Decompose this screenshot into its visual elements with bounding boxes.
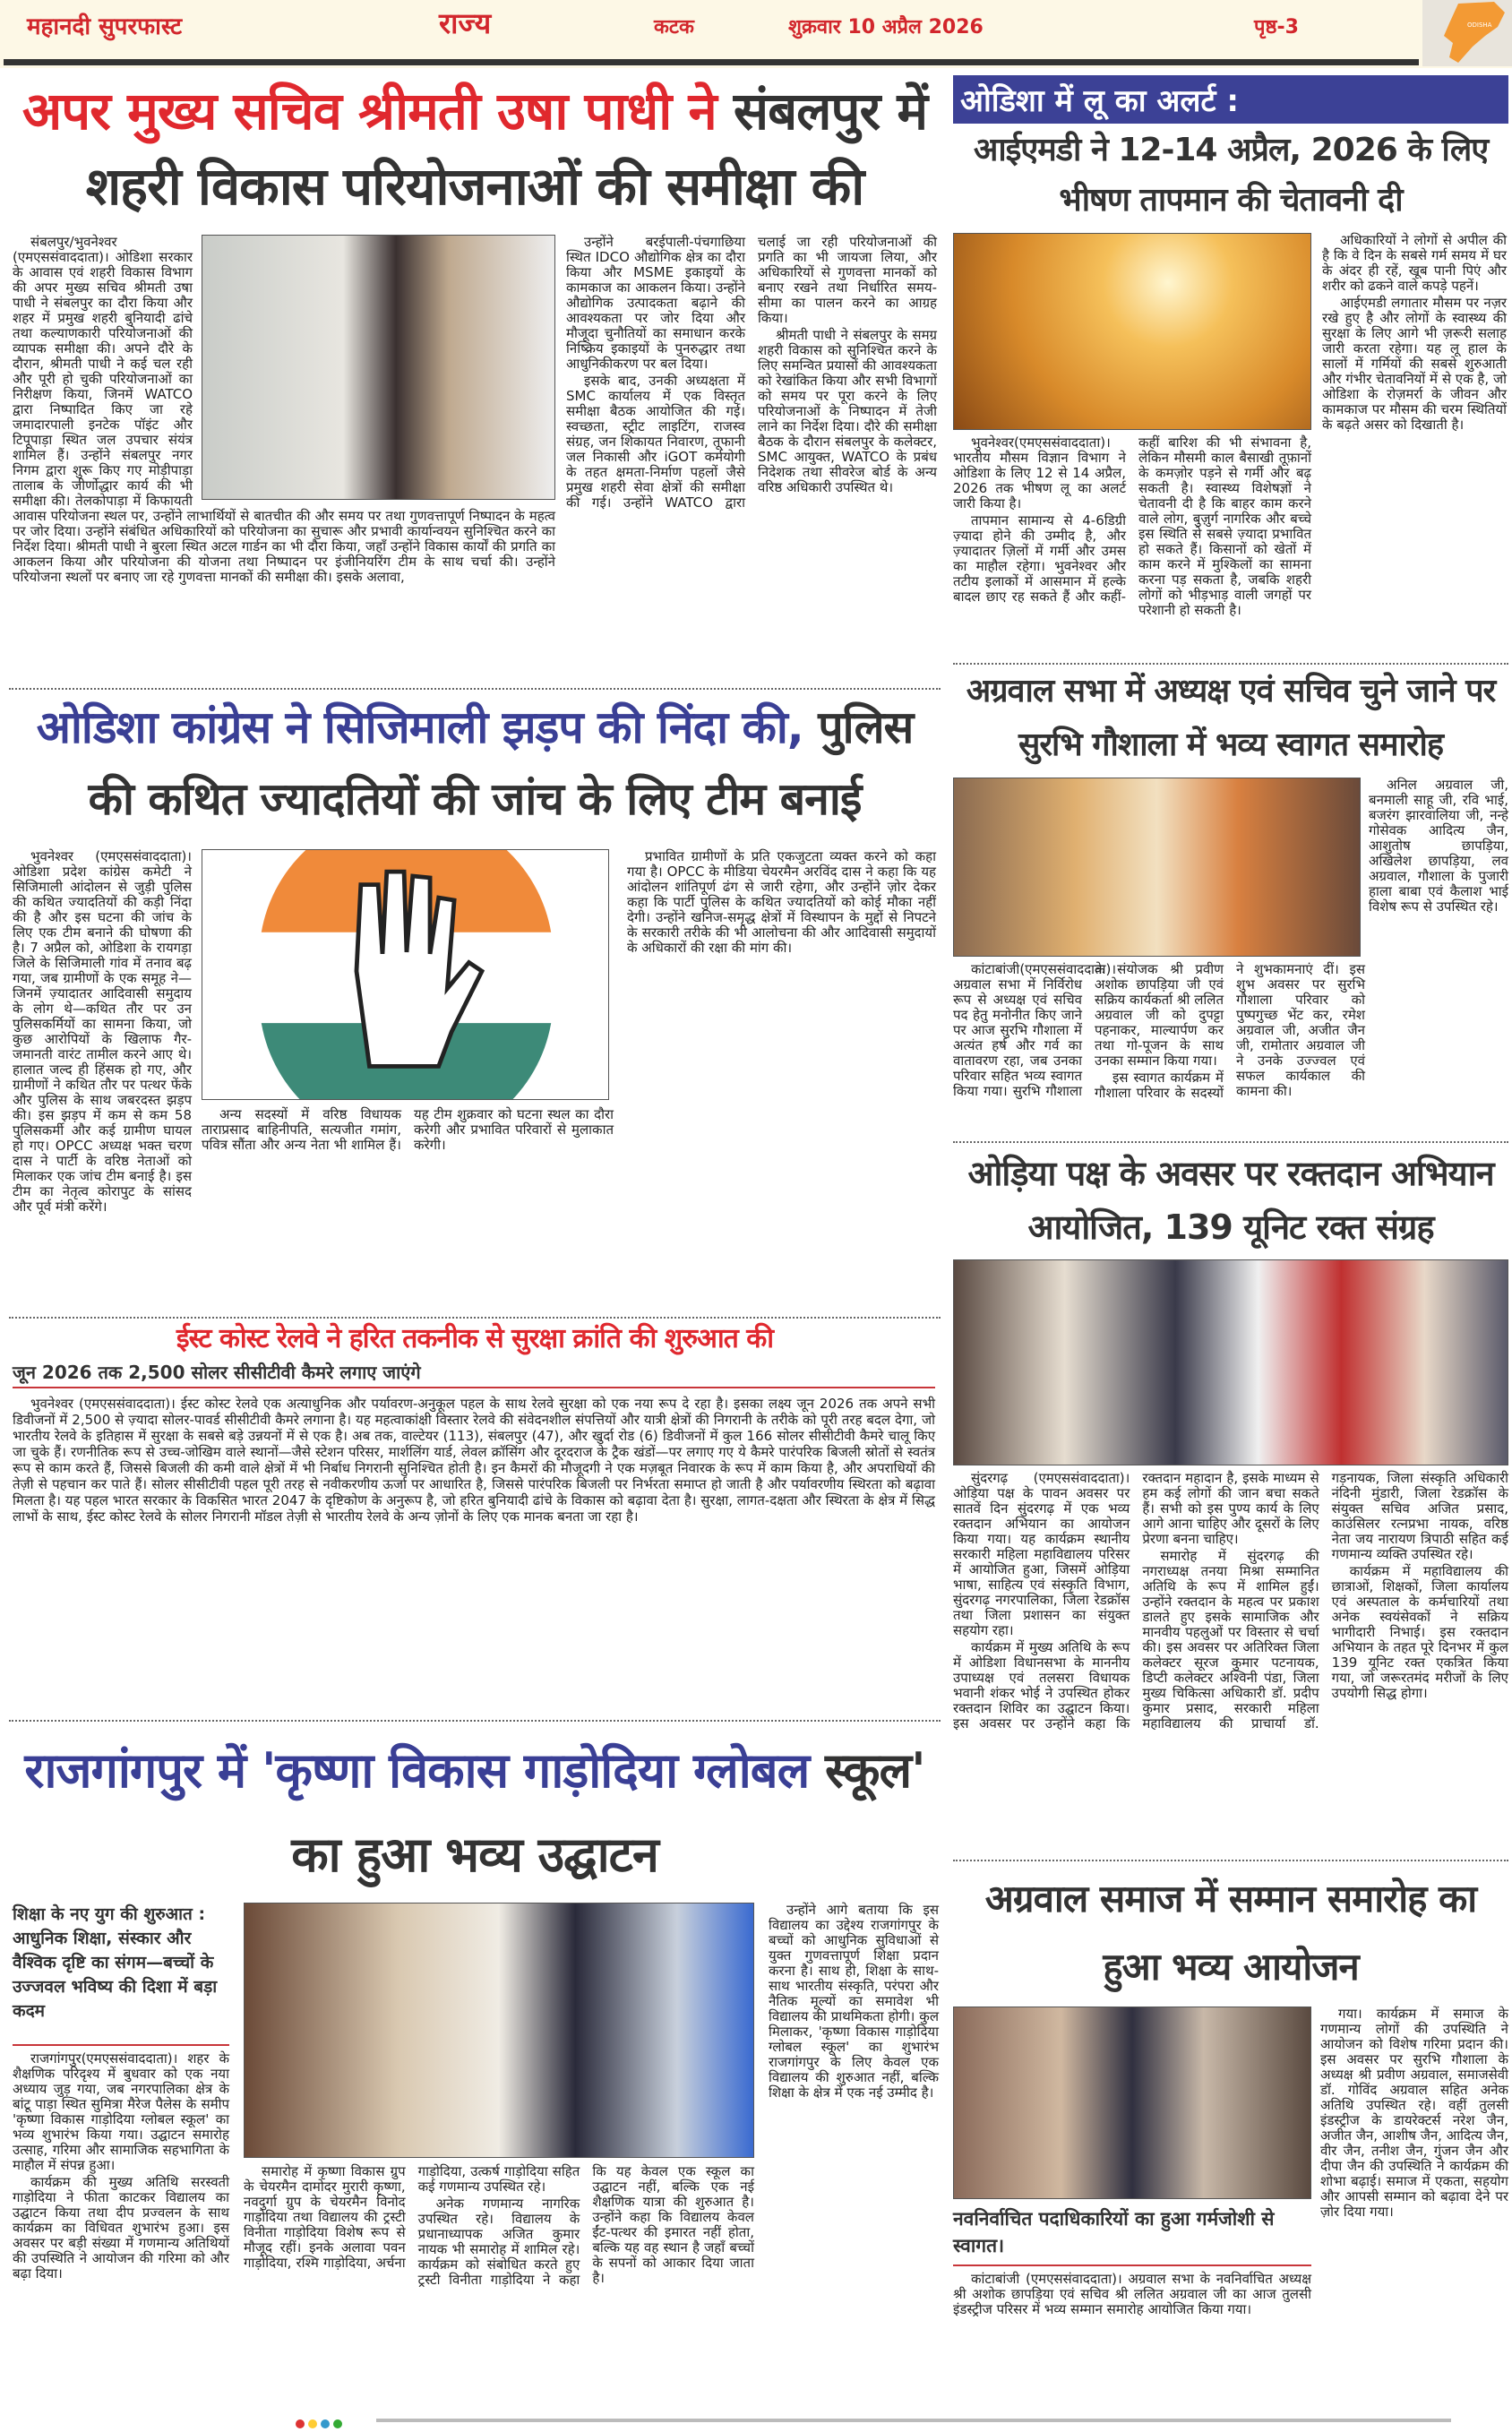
article-paragraph: कार्यक्रम में महाविद्यालय की छात्राओं, शिक्षकों, जिला कार्यालय एवं अस्पताल के कर्मचारियों तथा अनेक स्वयंसेवकों ने सक्रिय भागीदारी निभाई। इस रक्तदान अभियान के तहत पूरे दिनभर में कुल 139 यूनिट रक्त एकत्रित किया गया, जो जरूरतमंद मरीजों के लिए उपयोगी सिद्ध होगा। — [1331, 1563, 1508, 1701]
article-paragraph: कार्यक्रम में मुख्य अतिथि के रूप में ओडिशा विधानसभा के माननीय उपाध्यक्ष एवं तलसरा विधायक भवानी शंकर भोई ने उपस्थित होकर रक्तदान शिविर का उद्घाटन किया। इस अवसर पर उन्होंने कहा कि रक्तदान महादान है, इसके माध्यम से हम कई लोगों की जान बचा सकते हैं। सभी को इस पुण्य कार्य के लिए आगे आना चाहिए और दूसरों के लिए प्रेरणा बनना चाहिए। — [953, 1470, 1319, 1732]
footer-rule — [376, 2419, 1451, 2422]
agrawal-samaj-subheadline: नवनिर्वाचित पदाधिकारियों का हुआ गर्मजोशी से स्वागत। — [953, 2208, 1275, 2256]
divider — [953, 1141, 1508, 1143]
date: शुक्रवार 10 अप्रैल 2026 — [788, 16, 984, 39]
footer-dot — [296, 2419, 305, 2428]
article-paragraph: भुवनेश्वर(एमएससंवाददाता)। भारतीय मौसम विज्ञान विभाग ने ओडिशा के लिए 12 से 14 अप्रैल, 2026 तक भीषण लू का अलर्ट जारी किया है। — [953, 434, 1126, 511]
masthead-rule — [4, 59, 1419, 65]
railway-subheadline: जून 2026 तक 2,500 सोलर सीसीटीवी कैमरे लगाए जाएंगे — [13, 1362, 421, 1383]
article-paragraph: अन्य सदस्यों में वरिष्ठ विधायक ताराप्रसाद बाहिनीपति, सत्यजीत गमांग, पवित्र सौंता और अन्य नेता भी शामिल हैं। यह टीम शुक्रवार को घटना स्थल का दौरा करेगी और प्रभावित परिवारों से मुलाकात करेगी। — [202, 1106, 614, 1153]
article-paragraph: इस स्वागत कार्यक्रम में गौशाला परिवार के सदस्यों ने शुभकामनाएं दीं। इस शुभ अवसर पर सुरभि गौशाला परिवार को पुष्पगुच्छ भेंट कर, रमेश अग्रवाल जी, अजीत जैन जी, रामोतार अग्रवाल जी ने उनके उज्ज्वल एवं सफल कार्यकाल की कामना की। — [1095, 961, 1365, 1101]
article-paragraph: श्रीमती पाधी ने संबलपुर के समग्र शहरी विकास को सुनिश्चित करने के लिए समन्वित प्रयासों की आवश्यकता को रेखांकित किया और सभी विभागों को समय पर पूरा करने के लिए परियोजनाओं के निष्पादन में तेजी लाने का निर्देश दिया। दौरे की समीक्षा बैठक के दौरान संबलपुर के कलेक्टर, SMC आयुक्त, WATCO के प्रबंध निदेशक तथा सीवरेज बोर्ड के अन्य वरिष्ठ अधिकारी उपस्थित थे। — [758, 327, 937, 495]
article-paragraph: भुवनेश्वर (एमएससंवाददाता)। ओडिशा प्रदेश कांग्रेस कमेटी ने सिजिमाली आंदोलन से जुड़ी पुलिस की कथित ज्यादतियों की कड़ी निंदा की है और इस घटना की जांच के लिए एक टीम बनाने की घोषणा की है। 7 अप्रैल को, ओडिशा के रायगड़ा जिले के सिजिमाली गांव में तनाव बढ़ गया, जब ग्रामीणों के एक समूह ने—जिनमें ज़्यादातर आदिवासी समुदाय के लोग थे—कथित तौर पर उन पुलिसकर्मियों का सामना किया, जो कुछ आरोपियों के खिलाफ गैर-जमानती वारंट तामील करने आए थे। हालात जल्द ही हिंसक हो गए, और ग्रामीणों ने कथित तौर पर पत्थर फेंके और पुलिस के साथ जबरदस्त झड़प की। इस झड़प में कम से कम 58 पुलिसकर्मी और कई ग्रामीण घायल हो गए। OPCC अध्यक्ष भक्त चरण दास ने पार्टी के वरिष्ठ नेताओं को मिलाकर एक जांच टीम बनाई है। इस टीम का नेतृत्व कोरापुट के सांसद और पूर्व मंत्री करेंगे। — [13, 848, 192, 1215]
divider — [13, 1387, 935, 1388]
usha-padhi-article — [13, 235, 555, 587]
section-name: राज्य — [439, 6, 492, 40]
headline-part: पुलिस की कथित ज्यादतियों की जांच के लिए टीम बनाई — [88, 701, 914, 825]
congress-article-right — [627, 849, 936, 958]
railway-headline: ईस्ट कोस्ट रेलवे ने हरित तकनीक से सुरक्षा क्रांति की शुरुआत की — [176, 1323, 774, 1354]
footer-dot — [333, 2419, 342, 2428]
usha-padhi-headline — [9, 73, 941, 224]
article-paragraph: कार्यक्रम की मुख्य अतिथि सरस्वती गाड़ोदिया ने फीता काटकर विद्यालय का उद्घाटन किया तथा दीप प्रज्वलन के साथ कार्यक्रम का विधिवत शुभारंभ हुआ। इस अवसर पर बड़ी संख्या में गणमान्य अतिथियों की उपस्थिति ने आयोजन की गरिमा को और बढ़ा दिया। — [13, 2174, 229, 2282]
headline-part: अपर मुख्य सचिव श्रीमती उषा पाधी ने — [21, 81, 717, 142]
divider — [9, 1720, 941, 1722]
divider — [9, 1317, 941, 1319]
usha-padhi-article-cont — [566, 235, 937, 511]
school-article-cont — [244, 2164, 754, 2288]
agrawal-sabha-article-right — [1369, 778, 1508, 916]
article-paragraph: गया। कार्यक्रम में समाज के गणमान्य लोगों की उपस्थिति ने आयोजन को विशेष गरिमा प्रदान की। इस अवसर पर सुरभि गौशाला के अध्यक्ष श्री प्रवीण अग्रवाल, समाजसेवी डॉ. गोविंद अग्रवाल सहित अनेक अतिथि उपस्थित रहे। वहीं तुलसी इंडस्ट्रीज के डायरेक्टर्स नरेश जैन, अजीत जैन, आशीष जैन, आदित्य जैन, वीर जैन, तनीश जैन, गुंजन जैन और दीपा जैन की उपस्थिति ने कार्यक्रम की शोभा बढ़ाई। समाज में एकता, सहयोग और आपसी सम्मान को बढ़ावा देने पर ज़ोर दिया गया। — [1320, 2006, 1508, 2220]
odisha-map-icon — [1422, 0, 1512, 66]
article-paragraph: सुंदरगढ़ (एमएससंवाददाता)। ओड़िया पक्ष के पावन अवसर पर सातवें दिन सुंदरगढ़ में एक भव्य रक्तदान अभियान का आयोजन किया गया। यह कार्यक्रम स्थानीय सरकारी महिला महाविद्यालय परिसर में आयोजित हुआ, जिसमें ओड़िया भाषा, साहित्य एवं संस्कृति विभाग, सुंदरगढ़ नगरपालिका, जिला रेडक्रॉस तथा जिला प्रशासन का संयुक्त सहयोग रहा। — [953, 1470, 1130, 1638]
school-subheadline: शिक्षा के नए युग की शुरुआत : आधुनिक शिक्षा, संस्कार और वैश्विक दृष्टि का संगम—बच्चों के उज्जवल भविष्य की दिशा में बड़ा कदम — [13, 1904, 218, 2021]
footer-dot — [321, 2419, 330, 2428]
article-paragraph: राजगांगपुर(एमएससंवाददाता)। शहर के शैक्षणिक परिदृश्य में बुधवार को एक नया अध्याय जुड़ गया, जब नगरपालिका क्षेत्र के बांटू पाड़ा स्थित सुमित्रा मैरेज पैलेस के समीप 'कृष्णा विकास गाड़ोदिया ग्लोबल स्कूल' का भव्य शुभारंभ किया गया। उद्घाटन समारोह उत्साह, गरिमा और सामाजिक सहभागिता के माहौल में संपन्न हुआ। — [13, 2050, 229, 2173]
article-paragraph: संबलपुर/भुवनेश्वर (एमएससंवाददाता)। ओडिशा सरकार के आवास एवं शहरी विकास विभाग की अपर मुख्य सचिव श्रीमती उषा पाधी ने संबलपुर का दौरा किया और शहर में प्रमुख शहरी बुनियादी ढांचे तथा कल्याणकारी परियोजनाओं की व्यापक समीक्षा की। अपने दौरे के दौरान, श्रीमती पाधी ने कई चल रही और पूरी हो चुकी परियोजनाओं का निरीक्षण किया, जिनमें WATCO द्वारा निष्पादित किए जा रहे जमादारपाली इनटेक पॉइंट और टिपूपाड़ा स्थित जल उपचार संयंत्र शामिल हैं। उन्होंने संबलपुर नगर निगम द्वारा शुरू किए गए मोड़ीपाड़ा तालाब के जीर्णोद्धार कार्य की भी समीक्षा की। तेलकोपाड़ा में किफायती आवास परियोजना स्थल पर, उन्होंने लाभार्थियों से बातचीत की और समय पर तथा गुणवत्तापूर्ण निष्पादन के महत्व पर जोर दिया। उन्होंने संबंधित अधिकारियों को परियोजना का सुचारू और प्रभावी कार्यान्वयन सुनिश्चित करने का निर्देश दिया। श्रीमती पाधी ने बुरला स्थित अटल गार्डन का भी दौरा किया, जहाँ उन्होंने विकास कार्यों की प्रगति का आकलन किया और परियोजना की योजना तथा निष्पादन पर इंजीनियरिंग टीम के साथ चर्चा की। उन्होंने परियोजना स्थलों पर बनाए जा रहे गुणवत्ता मानकों की समीक्षा की। इसके अलावा, — [13, 234, 555, 585]
divider — [953, 1860, 1508, 1861]
blood-donation-headline: ओड़िया पक्ष के अवसर पर रक्तदान अभियान आयोजित, 139 यूनिट रक्त संग्रह — [967, 1154, 1494, 1247]
article-paragraph: तापमान सामान्य से 4-6डिग्री ज़्यादा होने की उम्मीद है, और ज़्यादातर ज़िलों में गर्मी और उमस का माहौल रहेगा। भुवनेश्वर और तटीय इलाकों में आसमान में हल्के बादल छाए रह सकते हैं और कहीं-कहीं बारिश की भी संभावना है, लेकिन मौसमी काल बैसाखी तूफ़ानों के कमज़ोर पड़ने से गर्मी और बढ़ सकती है। स्वास्थ्य विशेषज्ञों ने चेतावनी दी है कि बाहर काम करने वाले लोग, बुज़ुर्ग नागरिक और बच्चे इस स्थिति से सबसे ज़्यादा प्रभावित हो सकते हैं। किसानों को खेतों में काम करने में मुश्किलों का सामना करना पड़ सकता है, जबकि शहरी लोगों को भीड़भाड़ वाली जगहों पर परेशानी हो सकती है। — [953, 434, 1311, 618]
headline-part: राजगांगपुर में 'कृष्णा विकास गाड़ोदिया ग्लोबल — [24, 1742, 810, 1799]
congress-logo — [202, 849, 609, 1100]
article-paragraph: प्रभावित ग्रामीणों के प्रति एकजुटता व्यक्त करने को कहा गया है। OPCC के मीडिया चेयरमैन अरविंद दास ने कहा कि यह आंदोलन शांतिपूर्ण ढंग से जारी रहेगा, और उन्होंने ज़ोर देकर कहा कि पार्टी पुलिस के कथित ज्यादतियों को कोई मौका नहीं देगी। उन्होंने खनिज-समृद्ध क्षेत्रों में विस्थापन के मुद्दों से निपटने के सरकारी तरीके की भी आलोचना की और आदिवासी समुदायों के अधिकारों की रक्षा की मांग की। — [627, 848, 936, 956]
school-article-right — [769, 1903, 939, 2102]
agrawal-sabha-photo — [953, 778, 1361, 957]
agrawal-samaj-headline: अग्रवाल समाज में सम्मान समारोह का हुआ भव्य आयोजन — [984, 1877, 1477, 1989]
article-paragraph: अधिकारियों ने लोगों से अपील की है कि वे दिन के सबसे गर्म समय में घर के अंदर ही रहें, खूब पानी पिएं और शरीर को ढकने वाले कपड़े पहनें। — [1322, 232, 1507, 294]
blood-donation-photo — [953, 1259, 1508, 1465]
headline-part: स्कूल' का हुआ भव्य उद्घाटन — [291, 1742, 925, 1883]
article-paragraph: उन्होंने बरईपाली-पंचगाछिया स्थित IDCO औद्योगिक क्षेत्र का दौरा किया और MSME इकाइयों के कामकाज का आकलन किया। उन्होंने औद्योगिक उत्पादकता बढ़ाने की आवश्यकता पर जोर दिया और मौजूदा चुनौतियों का समाधान करके निष्क्रिय इकाइयों के पुनरुद्धार तथा आधुनिकीकरण पर बल दिया। — [566, 234, 745, 372]
school-inauguration-photo — [244, 1903, 754, 2158]
paper-name: महानदी सुपरफास्ट — [27, 13, 183, 40]
article-paragraph: कांटाबांजी(एमएससंवाददाता)। अग्रवाल सभा में निर्विरोध रूप से अध्यक्ष एवं सचिव पद हेतु मनोनीत किए जाने पर आज सुरभि गौशाला में अत्यंत हर्ष और गर्व का वातावरण रहा, जब उनका परिवार सहित भव्य स्वागत किया गया। सुरभि गौशाला के संयोजक श्री प्रवीण अशोक छापड़िया जी एवं सक्रिय कार्यकर्ता श्री ललित अग्रवाल जी को दुपट्टा पहनाकर, माल्यार्पण कर तथा गो-पूजन के साथ उनका सम्मान किया गया। — [953, 961, 1224, 1099]
article-paragraph: अनिल अग्रवाल जी, बनमाली साहू जी, रवि भाई, बजरंग झारवालिया जी, नन्हे गोसेवक आदित्य जैन, आशुतोष छापड़िया, अखिलेश छापड़िया, लव अग्रवाल, गौशाला के पुजारी हाला बाबा एवं कैलाश भाई विशेष रूप से उपस्थित रहे। — [1369, 777, 1508, 915]
thermometer-photo — [953, 233, 1311, 430]
article-paragraph: कांटाबांजी (एमएससंवाददाता)। अग्रवाल सभा के नवनिर्वाचित अध्यक्ष श्री अशोक छापड़िया एवं सचिव श्री ललित अग्रवाल जी का आज तुलसी इंडस्ट्रीज परिसर में भव्य सम्मान समारोह आयोजित किया गया। — [953, 2271, 1311, 2317]
article-paragraph: अनेक गणमान्य नागरिक उपस्थित रहे। विद्यालय के प्रधानाध्यापक अजित कुमार नायक भी समारोह में शामिल रहे। कार्यक्रम को संबोधित करते हुए ट्रस्टी विनीता गाड़ोदिया ने कहा कि यह केवल एक स्कूल का उद्घाटन नहीं, बल्कि एक नई शैक्षणिक यात्रा की शुरुआत है। उन्होंने कहा कि विद्यालय केवल ईंट-पत्थर की इमारत नहीं होता, बल्कि यह वह स्थान है जहाँ बच्चों के सपनों को आकार दिया जाता है। — [417, 2163, 754, 2288]
school-headline — [9, 1729, 941, 1897]
page-number: पृष्ठ-3 — [1254, 16, 1299, 39]
footer-dot — [308, 2419, 317, 2428]
congress-article — [13, 849, 192, 1216]
agrawal-sabha-headline: अग्रवाल सभा में अध्यक्ष एवं सचिव चुने जाने पर सुरभि गौशाला में भव्य स्वागत समारोह — [966, 673, 1496, 763]
svg-text:ODISHA: ODISHA — [1467, 21, 1492, 29]
agrawal-samaj-article-right — [1320, 2007, 1508, 2221]
usha-padhi-photo — [202, 235, 555, 500]
congress-article-cont — [202, 1107, 614, 1154]
article-paragraph: भुवनेश्वर (एमएससंवाददाता)। ईस्ट कोस्ट रेलवे एक अत्याधुनिक और पर्यावरण-अनुकूल पहल के साथ रेलवे सुरक्षा को एक नया रूप दे रहा है। इसका लक्ष्य जून 2026 तक अपने सभी डिवीजनों में 2,500 से ज़्यादा सोलर-पावर्ड सीसीटीवी कैमरे लगाना है। यह महत्वाकांक्षी विस्तार रेलवे की संवेदनशील संपत्तियों और यात्री क्षेत्रों की निगरानी के तरीके को पूरी तरह बदल देगा, जो भारतीय रेलवे के इतिहास में सुरक्षा के सबसे बड़े उन्नयनों में से एक है। अब तक, वाल्टेयर (113), संबलपुर (47), और खुर्दा रोड (6) डिवीजनों में कुल 166 सोलर सीसीटीवी कैमरे चालू किए जा चुके हैं। रणनीतिक रूप से उच्च-जोखिम वाले स्थानों—जैसे स्टेशन परिसर, मार्शलिंग यार्ड, लेवल क्रॉसिंग और दूरदराज के ट्रैक खंडों—पर लगाए गए ये कैमरे पारंपरिक बिजली स्रोतों से स्वतंत्र रूप से काम करते हैं, जिससे बिजली की कमी वाले क्षेत्रों में भी निर्बाध निगरानी सुनिश्चित होती है। इन कैमरों की मौजूदगी ने एक मज़बूत निवारक के रूप में काम किया है, और अपराधियों की तेज़ी से पहचान कर पाते हैं। सोलर सीसीटीवी पहल पूरी तरह से नवीकरणीय ऊर्जा पर आधारित है, जिससे पारंपरिक बिजली पर निर्भरता समाप्त हो जाती है और पर्यावरणीय स्थिरता को बढ़ावा मिलता है। यह पहल भारत सरकार के विकसित भारत 2047 के दृष्टिकोण के अनुरूप है, जो हरित बुनियादी ढांचे के विकास को बढ़ावा देता है। सुरक्षा, लागत-दक्षता और स्थिरता के क्षेत्र में सिद्ध लाभों के साथ, ईस्ट कोस्ट रेलवे के सोलर निगरानी मॉडल तेज़ी से भारतीय रेलवे के अन्य ज़ोनों के लिए एक मानक बनता जा रहा है। — [13, 1396, 935, 1525]
divider — [13, 2044, 229, 2046]
article-paragraph: आईएमडी लगातार मौसम पर नज़र रखे हुए है और लोगों के स्वास्थ्य की सुरक्षा के लिए आगे भी ज़रूरी सलाह जारी करता रहेगा। यह लू हाल के सालों में गर्मियों की सबसे शुरुआती और गंभीर चेतावनियों में से एक है, जो ओडिशा के रोज़मर्रा के जीवन और कामकाज पर मौसम की चरम स्थितियों के बढ़ते असर को दिखाती है। — [1322, 295, 1507, 433]
article-paragraph: इसके बाद, उनकी अध्यक्षता में SMC कार्यालय में एक विस्तृत समीक्षा बैठक आयोजित की गई। स्वच्छता, स्ट्रीट लाइटिंग, राजस्व संग्रह, जन शिकायत निवारण, तूफानी जल निकासी और iGOT कर्मयोगी के तहत क्षमता-निर्माण पहलों जैसे प्रमुख शहरी सेवा क्षेत्रों की समीक्षा की गई। उन्होंने WATCO द्वारा चलाई जा रही परियोजनाओं की प्रगति का भी जायजा लिया, और अधिकारियों से गुणवत्ता मानकों को बनाए रखने तथा निर्धारित समय-सीमा का पालन करने का आग्रह किया। — [566, 234, 937, 511]
school-article — [13, 2051, 229, 2283]
heat-alert-article-cont — [1322, 233, 1507, 434]
railway-article — [13, 1396, 935, 1526]
congress-headline — [9, 692, 941, 835]
agrawal-samaj-photo — [953, 2007, 1311, 2199]
headline-part: संबलपुर में शहरी विकास परियोजनाओं की समीक्षा की — [85, 81, 928, 218]
congress-hand-icon — [202, 850, 609, 1100]
agrawal-samaj-article — [953, 2272, 1311, 2319]
article-paragraph: समारोह में सुंदरगढ़ की नगराध्यक्ष तनया मिश्रा सम्मानित अतिथि के रूप में शामिल हुईं। उन्होंने रक्तदान के महत्व पर प्रकाश डालते हुए इसके सामाजिक और मानवीय पहलुओं पर विस्तार से चर्चा की। इस अवसर पर अतिरिक्त जिला कलेक्टर सूरज कुमार पटनायक, डिप्टी कलेक्टर अश्विनी पंडा, जिला मुख्य चिकित्सा अधिकारी डॉ. प्रदीप कुमार प्रसाद, सरकारी महिला महाविद्यालय की प्राचार्या डॉ. गड़नायक, जिला संस्कृति अधिकारी नंदिनी मुंडारी, जिला रेडक्रॉस के संयुक्त सचिव अजित प्रसाद, काउंसिलर रत्नप्रभा नायक, वरिष्ठ नेता जय नारायण त्रिपाठी सहित कई गणमान्य व्यक्ति उपस्थित रहे। — [1142, 1470, 1508, 1732]
footer-decoration — [296, 2415, 346, 2432]
heat-alert-article — [953, 435, 1311, 618]
city: कटक — [654, 16, 694, 39]
masthead — [0, 0, 1512, 68]
headline-part: ओडिशा कांग्रेस ने सिजिमाली झड़प की निंदा की, — [36, 701, 803, 753]
article-paragraph: समारोह में कृष्णा विकास ग्रुप के चेयरमैन दामोदर मुरारी कृष्णा, नवदुर्गा ग्रुप के चेयरमैन विनोद गाड़ोदिया तथा विद्यालय की ट्रस्टी विनीता गाड़ोदिया विशेष रूप से मौजूद रहीं। इनके अलावा पवन गाड़ोदिया, रश्मि गाड़ोदिया, अर्चना गाड़ोदिया, उत्कर्ष गाड़ोदिया सहित कई गणमान्य उपस्थित रहे। — [244, 2163, 580, 2271]
divider — [953, 2264, 1311, 2266]
heat-alert-headline: आईएमडी ने 12-14 अप्रैल, 2026 के लिए भीषण तापमान की चेतावनी दी — [973, 132, 1489, 219]
divider — [9, 688, 941, 690]
article-paragraph: उन्होंने आगे बताया कि इस विद्यालय का उद्देश्य राजगांगपुर के बच्चों को आधुनिक सुविधाओं से युक्त गुणवत्तापूर्ण शिक्षा प्रदान करना है। साथ ही, शिक्षा के साथ-साथ भारतीय संस्कृति, परंपरा और नैतिक मूल्यों का समावेश भी विद्यालय की प्राथमिकता होगी। कुल मिलाकर, 'कृष्णा विकास गाड़ोदिया ग्लोबल स्कूल' का शुभारंभ राजगांगपुर के लिए केवल एक विद्यालय की शुरुआत नहीं, बल्कि शिक्षा के क्षेत्र में एक नई उम्मीद है। — [769, 1902, 939, 2101]
blood-donation-article — [953, 1471, 1508, 1732]
heat-alert-kicker: ओडिशा में लू का अलर्ट : — [953, 75, 1508, 124]
agrawal-sabha-article — [953, 962, 1365, 1101]
